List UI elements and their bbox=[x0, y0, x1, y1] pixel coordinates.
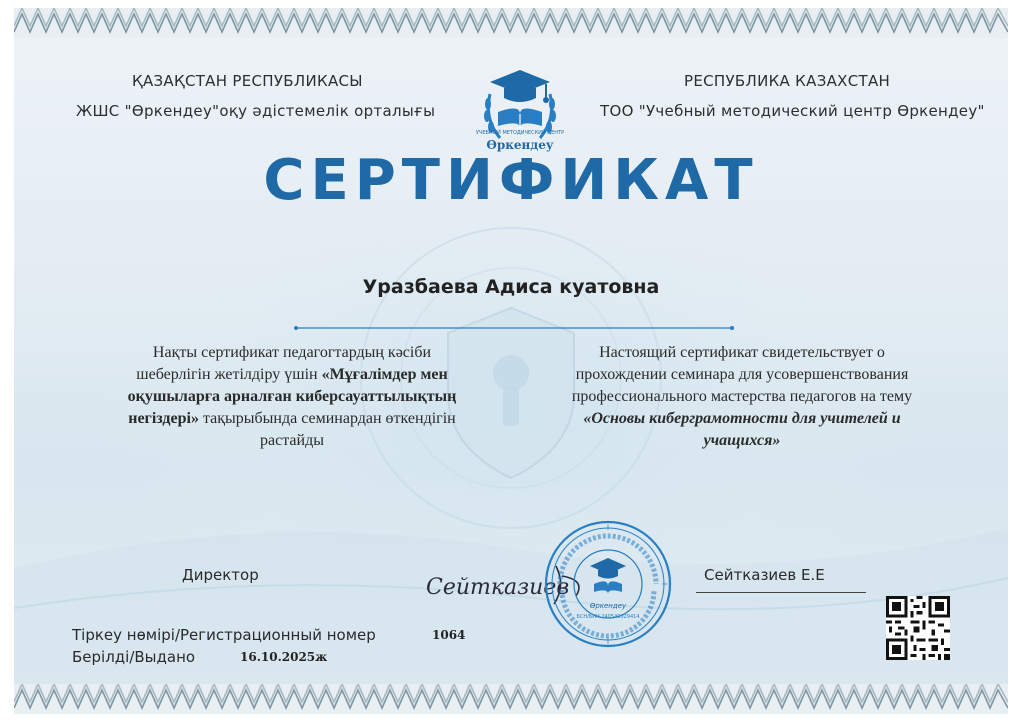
qr-code[interactable] bbox=[886, 596, 950, 660]
kz-line-4 bbox=[72, 408, 512, 430]
stamp-seal-icon bbox=[542, 518, 674, 650]
kz-line-3 bbox=[72, 386, 512, 408]
stamp-brand: Өркендеу bbox=[589, 602, 627, 610]
director-label: Директор bbox=[182, 566, 259, 584]
header-right-country: РЕСПУБЛИКА КАЗАХСТАН bbox=[684, 72, 891, 90]
header-left-organization: ЖШС "Өркендеу"оқу әдістемелік орталығы bbox=[76, 102, 436, 120]
registration-number: 1064 bbox=[432, 628, 466, 642]
signer-underline bbox=[696, 592, 866, 593]
kz-topic-part-3: негіздері» bbox=[128, 410, 199, 427]
logo-caption-name: Өркендеу bbox=[486, 138, 554, 152]
ru-topic-part-1: «Основы киберграмотности для учителей и bbox=[583, 410, 901, 427]
ru-line-1: Настоящий сертификат свидетельствует о bbox=[599, 344, 885, 361]
signature-script: Сейтказиев bbox=[426, 575, 570, 600]
ru-line-3: профессионального мастерства педагогов на тему bbox=[571, 388, 913, 405]
header-right-organization: ТОО "Учебный методический центр Өркендеу" bbox=[600, 102, 985, 120]
kz-line-1: Нақты сертификат педагогтардың кәсіби bbox=[152, 344, 432, 361]
recipient-name: Уразбаева Адиса куатовна bbox=[362, 276, 660, 298]
body-text-kazakh bbox=[72, 342, 512, 452]
signer-name: Сейтказиев Е.Е bbox=[704, 566, 825, 584]
qr-code-icon bbox=[886, 596, 950, 660]
organization-stamp bbox=[542, 518, 674, 650]
ru-line-2: прохождении семинара для усовершенствования bbox=[575, 366, 909, 383]
ru-topic-part-2: учащихся» bbox=[703, 432, 781, 449]
issued-date: 16.10.2025ж bbox=[240, 650, 328, 664]
stamp-bin-text: БСН/БИН 240540029414 bbox=[576, 614, 640, 620]
kz-line-4-text: тақырыбында семинардан өткендігін bbox=[198, 410, 456, 427]
logo-caption-small: УЧЕБНЫЙ МЕТОДИЧЕСКИЙ ЦЕНТР bbox=[475, 130, 565, 136]
recipient-underline bbox=[294, 322, 734, 334]
body-text-russian bbox=[522, 342, 962, 452]
issued-label: Берілді/Выдано bbox=[72, 648, 196, 666]
kz-line-2 bbox=[72, 364, 512, 386]
top-border-ornament bbox=[14, 8, 1008, 38]
certificate-title: СЕРТИФИКАТ bbox=[263, 148, 759, 213]
certificate-sheet bbox=[14, 8, 1008, 714]
kz-topic-part-1: «Мұғалімдер мен bbox=[321, 366, 448, 383]
kz-line-5: растайды bbox=[260, 432, 324, 449]
registration-label: Тіркеу нөмірі/Регистрационный номер bbox=[72, 626, 376, 644]
header-left-country: ҚАЗАҚСТАН РЕСПУБЛИКАСЫ bbox=[132, 72, 363, 90]
bottom-border-ornament bbox=[14, 684, 1008, 714]
kz-topic-part-2: оқушыларға арналған киберсауаттылықтың bbox=[127, 388, 457, 405]
kz-line-2-text: шеберлігін жетілдіру үшін bbox=[136, 366, 322, 383]
